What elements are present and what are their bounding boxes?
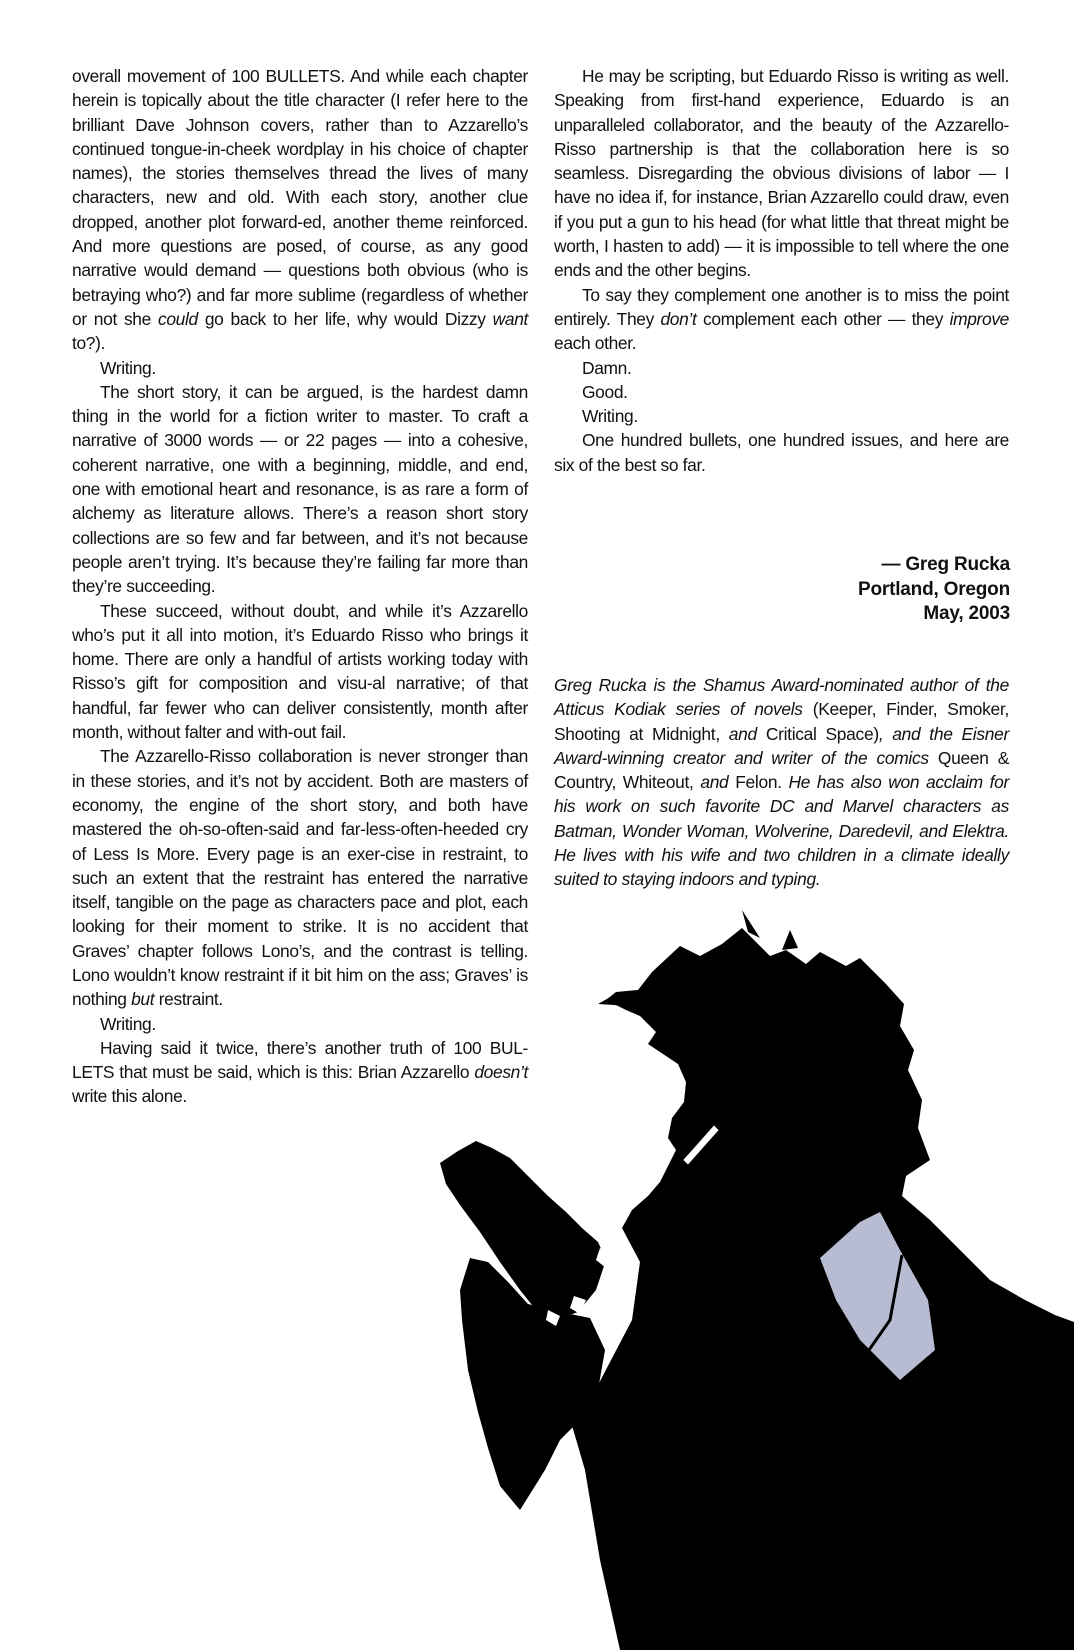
author-location: Portland, Oregon	[858, 578, 1010, 600]
paragraph: These succeed, without doubt, and while it’s Azzarello who’s put it all into motion, it’s Eduardo Risso who brings it home. There are only a handful of artists working today with Risso’s gift for composition and visu-al narrative; of that handful, far fewer who can deliver consistently, month after month, without falter and with-out fail.	[72, 600, 528, 743]
paragraph: Writing.	[100, 357, 156, 378]
text-run: , and the Eisner Award-winning creator and writer of the comics	[554, 723, 1009, 768]
text-run: to?).	[72, 333, 106, 354]
paragraph: He may be scripting, but Eduardo Risso is writing as well. Speaking from first-hand experience, Eduardo is an unparalleled collaborator, and the beauty of the Azzarello-Risso partnership is that the collaboration here is so seamless. Disregarding the obvious divisions of labor — I have no idea if, for instance, Brian Azzarello could draw, even if you put a gun to his head (for what little that threat might be worth, I hasten to add) — it is impossible to tell where the one ends and the other begins.	[554, 66, 1009, 281]
comic-titles: Queen & Country, Whiteout,	[554, 747, 1010, 793]
emphasis: doesn’t	[474, 1062, 528, 1083]
emphasis: but	[131, 989, 155, 1010]
text-run: go back to her life, why would Dizzy	[197, 308, 493, 329]
paragraph: One hundred bullets, one hundred issues, and here are six of the best so far.	[554, 430, 1009, 475]
comic-titles: Felon.	[735, 772, 782, 793]
text-run: Greg Rucka is the Shamus Award-nominated author of the Atticus Kodiak series of novels	[554, 675, 1009, 720]
text-run: and	[719, 723, 766, 744]
text-run: He has also won acclaim for his work on such favorite DC and Marvel characters as Batman, Wonder Woman, Wolverine, Daredevil, and Elektra. He lives with his wife and two children in a climate ideally suited to staying indoors and typing.	[554, 772, 1010, 890]
text-run: complement each other — they	[696, 308, 950, 329]
paragraph: The short story, it can be argued, is the hardest damn thing in the world for a fiction writer to master. To craft a narrative of 3000 words — or 22 pages — into a cohesive, coherent narrative, one with a beginning, middle, and end, one with emotional heart and resonance, is as rare a form of alchemy as literature allows. There’s a reason short story collections are so few and far between, and it’s not because people aren’t trying. It’s because they’re failing far more than they’re succeeding.	[72, 381, 528, 597]
paragraph: Damn.	[582, 357, 632, 378]
paragraph: Writing.	[582, 406, 638, 427]
paragraph: Writing.	[100, 1013, 156, 1034]
hair-strand	[782, 930, 798, 950]
text-run: each other.	[554, 333, 637, 354]
paragraph: Good.	[582, 381, 628, 402]
emphasis: improve	[949, 308, 1009, 329]
text-run: overall movement of 100 BULLETS. And while each chapter herein is topically about the title character (I refer here to the brilliant Dave Johnson covers, rather than to Azzarello’s continued tongue-in-cheek wordplay in his choice of chapter names), the stories themselves thread the lives of many characters, new and old. With each story, another clue dropped, another plot forward-ed, another theme reinforced. And more questions are posed, of course, as any good narrative would demand — questions both obvious (who is betraying who?) and far more sublime (regardless of whether or not she	[72, 66, 528, 329]
essay-date: May, 2003	[923, 603, 1010, 624]
emphasis: don’t	[660, 308, 697, 329]
text-run: and	[693, 772, 736, 793]
text-run: To say they complement one another is to miss the point entirely. They	[554, 284, 1009, 329]
emphasis: want	[492, 308, 529, 329]
text-run: Having said it twice, there’s another truth of 100 BUL-LETS that must be said, which is this: Brian Azzarello	[72, 1037, 528, 1083]
text-run: restraint.	[154, 989, 223, 1010]
silhouette-body	[566, 928, 1074, 1650]
emphasis: could	[158, 308, 198, 329]
author-name: — Greg Rucka	[881, 554, 1010, 575]
text-run: write this alone.	[72, 1086, 187, 1107]
text-run: The Azzarello-Risso collaboration is never stronger than in these stories, and it’s not by accident. Both are masters of economy, the engine of the short story, and both have mastered the oh-so-often-said and far-less-often-heeded cry of Less Is More. Every page is an exer-cise in restraint, to such an extent that the restraint has entered the narrative itself, tangible on the page as characters pace and plot, each looking for their moment to strike. It is no accident that Graves’ chapter follows Lono’s, and the contrast is telling. Lono wouldn’t know restraint if it bit him on the ass; Graves’ is nothing	[72, 746, 528, 1010]
book-titles: Critical Space)	[765, 723, 879, 744]
book-titles: (Keeper, Finder, Smoker, Shooting at Midnight,	[554, 699, 1009, 744]
